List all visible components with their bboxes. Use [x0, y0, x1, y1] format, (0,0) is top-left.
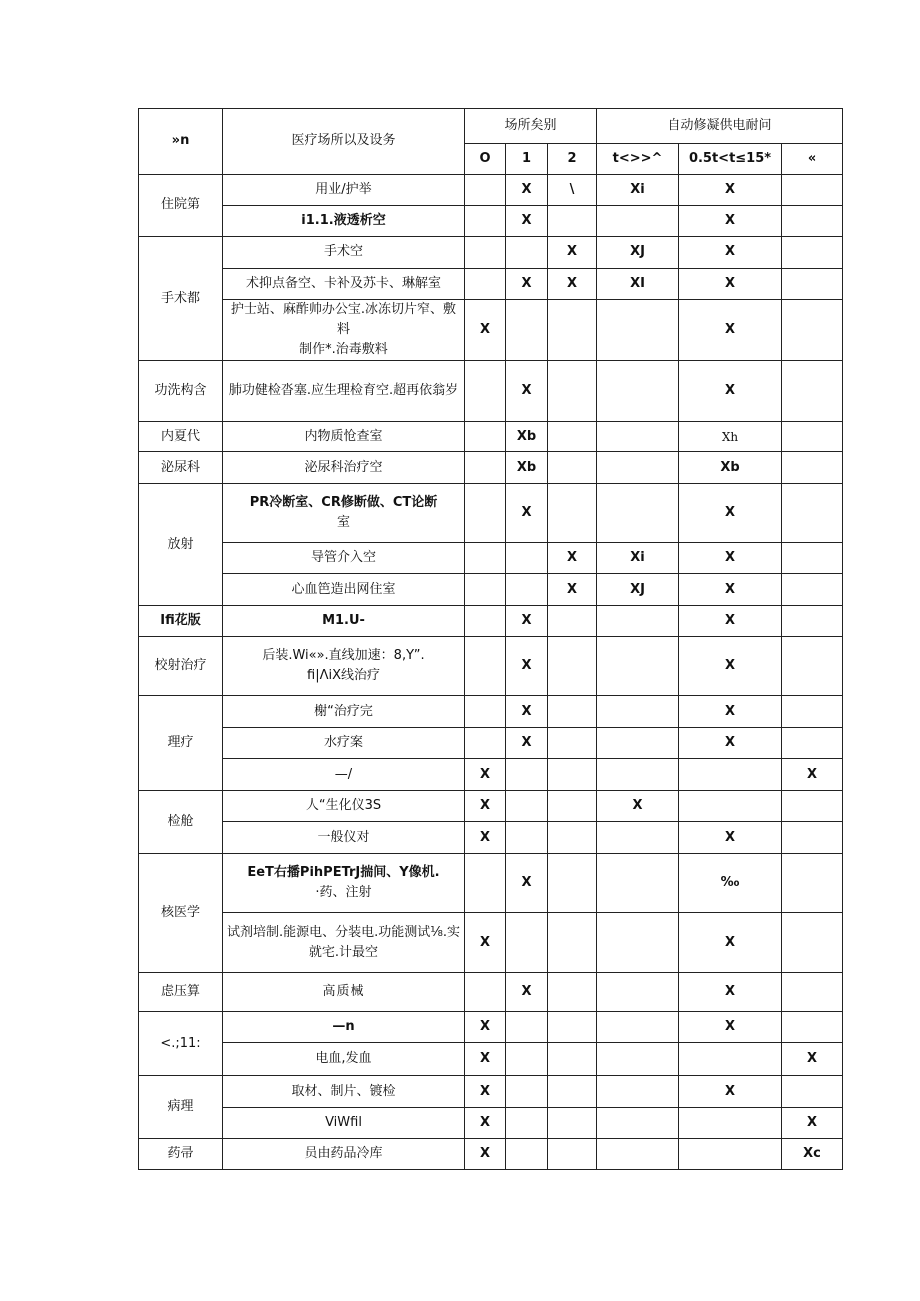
- mark-cell: [465, 361, 506, 422]
- mark-cell: [548, 422, 597, 452]
- mark-cell: [597, 728, 679, 759]
- item-cell: M1.U-: [223, 606, 465, 637]
- mark-cell: [506, 1108, 548, 1139]
- mark-cell: X: [679, 973, 782, 1012]
- mark-cell: [465, 854, 506, 913]
- dept-cell: 手术都: [139, 237, 223, 361]
- mark-cell: [597, 1012, 679, 1043]
- mark-cell: [782, 822, 843, 854]
- table-row: [139, 574, 843, 606]
- subheader-4: 0.5t<t≤15*: [679, 144, 782, 175]
- mark-cell: [548, 913, 597, 973]
- mark-cell: [548, 1139, 597, 1170]
- mark-cell: [548, 300, 597, 361]
- item-cell: 电血,发血: [223, 1043, 465, 1076]
- table-row: [139, 237, 843, 269]
- mark-cell: X: [465, 759, 506, 791]
- mark-cell: X: [465, 1012, 506, 1043]
- mark-cell: X: [679, 728, 782, 759]
- item-cell: 内物质怆查室: [223, 422, 465, 452]
- mark-cell: [506, 1012, 548, 1043]
- mark-cell: X: [465, 1076, 506, 1108]
- table-row: [139, 1108, 843, 1139]
- mark-cell: [548, 1076, 597, 1108]
- mark-cell: [782, 574, 843, 606]
- dept-cell: 药帚: [139, 1139, 223, 1170]
- dept-cell: 病理: [139, 1076, 223, 1139]
- mark-cell: [597, 484, 679, 543]
- medical-power-table: [138, 108, 843, 1170]
- mark-cell: X: [465, 1043, 506, 1076]
- mark-cell: [465, 237, 506, 269]
- mark-cell: [506, 543, 548, 574]
- mark-cell: X: [679, 637, 782, 696]
- table-row: [139, 606, 843, 637]
- mark-cell: [782, 1012, 843, 1043]
- mark-cell: X: [506, 269, 548, 300]
- mark-cell: X: [679, 696, 782, 728]
- item-cell: i1.1.液透析空: [223, 206, 465, 237]
- mark-cell: [782, 543, 843, 574]
- mark-cell: [506, 574, 548, 606]
- mark-cell: X: [782, 759, 843, 791]
- subheader-2: 2: [548, 144, 597, 175]
- mark-cell: X: [465, 791, 506, 822]
- mark-cell: [597, 973, 679, 1012]
- table-row: [139, 422, 843, 452]
- mark-cell: [506, 300, 548, 361]
- item-cell: 榭“治疗完: [223, 696, 465, 728]
- mark-cell: [548, 361, 597, 422]
- mark-cell: [465, 422, 506, 452]
- subheader-0: O: [465, 144, 506, 175]
- table-row: [139, 300, 843, 361]
- mark-cell: [465, 452, 506, 484]
- mark-cell: [597, 206, 679, 237]
- mark-cell: [782, 422, 843, 452]
- mark-cell: [506, 1076, 548, 1108]
- mark-cell: XJ: [597, 237, 679, 269]
- mark-cell: Xb: [506, 452, 548, 484]
- mark-cell: [597, 452, 679, 484]
- mark-cell: [506, 913, 548, 973]
- item-cell: 导管介入空: [223, 543, 465, 574]
- mark-cell: X: [782, 1043, 843, 1076]
- dept-cell: 住院第: [139, 175, 223, 237]
- item-cell: [223, 484, 465, 543]
- dept-cell: Ifi花版: [139, 606, 223, 637]
- mark-cell: [548, 1012, 597, 1043]
- mark-cell: X: [465, 1139, 506, 1170]
- item-line: 试剂培制.能源电、分装电.功能测试⅛.实: [227, 924, 460, 940]
- mark-cell: [597, 913, 679, 973]
- mark-cell: [679, 759, 782, 791]
- mark-cell: [782, 637, 843, 696]
- mark-cell: [782, 696, 843, 728]
- mark-cell: X: [679, 269, 782, 300]
- mark-cell: [679, 1139, 782, 1170]
- item-cell: 水疗案: [223, 728, 465, 759]
- item-line: ·药、注射: [315, 885, 372, 901]
- mark-cell: [679, 1108, 782, 1139]
- mark-cell: [597, 822, 679, 854]
- mark-cell: Xb: [506, 422, 548, 452]
- item-cell: 员由药品冷库: [223, 1139, 465, 1170]
- item-cell: 人“生化仪3S: [223, 791, 465, 822]
- dept-cell: 泌尿科: [139, 452, 223, 484]
- header-col0: »n: [139, 109, 223, 175]
- mark-cell: X: [465, 822, 506, 854]
- mark-cell: X: [506, 206, 548, 237]
- item-line: EeT右播PihPETrJ揣间、Y像机.: [247, 865, 440, 881]
- mark-cell: \: [548, 175, 597, 206]
- table-row: [139, 728, 843, 759]
- table-row: [139, 1043, 843, 1076]
- mark-cell: [548, 696, 597, 728]
- mark-cell: X: [679, 574, 782, 606]
- mark-cell: X: [506, 696, 548, 728]
- mark-cell: X: [679, 606, 782, 637]
- mark-cell: [597, 606, 679, 637]
- mark-cell: XJ: [597, 574, 679, 606]
- table-row: [139, 854, 843, 913]
- mark-cell: X: [679, 361, 782, 422]
- mark-cell: [465, 606, 506, 637]
- item-cell: 手术空: [223, 237, 465, 269]
- mark-cell: [597, 422, 679, 452]
- mark-cell: [548, 206, 597, 237]
- item-cell: 用业/护举: [223, 175, 465, 206]
- mark-cell: [465, 269, 506, 300]
- item-line: 室: [336, 515, 350, 531]
- mark-cell: [548, 484, 597, 543]
- dept-cell: <.;11:: [139, 1012, 223, 1076]
- table-row: [139, 791, 843, 822]
- mark-cell: [465, 175, 506, 206]
- mark-cell: [548, 973, 597, 1012]
- item-cell: —n: [223, 1012, 465, 1043]
- mark-cell: Xh: [679, 422, 782, 452]
- dept-cell: 理疗: [139, 696, 223, 791]
- mark-cell: [506, 1043, 548, 1076]
- dept-cell: 校射治疗: [139, 637, 223, 696]
- mark-cell: [548, 606, 597, 637]
- mark-cell: X: [506, 361, 548, 422]
- item-cell: 高质械: [223, 973, 465, 1012]
- mark-cell: X: [679, 175, 782, 206]
- mark-cell: X: [679, 300, 782, 361]
- dept-cell: 虑压算: [139, 973, 223, 1012]
- mark-cell: [597, 759, 679, 791]
- mark-cell: [597, 854, 679, 913]
- mark-cell: [782, 269, 843, 300]
- mark-cell: X: [506, 484, 548, 543]
- mark-cell: [465, 543, 506, 574]
- mark-cell: X: [506, 728, 548, 759]
- mark-cell: [597, 1139, 679, 1170]
- item-cell: 泌尿科治疗空: [223, 452, 465, 484]
- dept-cell: 放射: [139, 484, 223, 606]
- table-row: [139, 361, 843, 422]
- mark-cell: [548, 452, 597, 484]
- mark-cell: [548, 1108, 597, 1139]
- mark-cell: X: [679, 822, 782, 854]
- table-row: [139, 759, 843, 791]
- mark-cell: X: [679, 237, 782, 269]
- table-row: [139, 973, 843, 1012]
- mark-cell: [782, 1076, 843, 1108]
- mark-cell: XI: [597, 269, 679, 300]
- table-row: [139, 484, 843, 543]
- mark-cell: [506, 791, 548, 822]
- mark-cell: [548, 728, 597, 759]
- dept-cell: 核医学: [139, 854, 223, 973]
- table-row: [139, 1076, 843, 1108]
- mark-cell: [548, 791, 597, 822]
- mark-cell: [506, 759, 548, 791]
- mark-cell: X: [548, 543, 597, 574]
- table-row: [139, 269, 843, 300]
- mark-cell: [782, 484, 843, 543]
- table-row: [139, 452, 843, 484]
- table-row: [139, 543, 843, 574]
- table-row: [139, 822, 843, 854]
- mark-cell: [465, 728, 506, 759]
- subheader-1: 1: [506, 144, 548, 175]
- mark-cell: X: [679, 484, 782, 543]
- subheader-3: t<>>^: [597, 144, 679, 175]
- mark-cell: X: [506, 606, 548, 637]
- item-line: fi|ΛiX线治疗: [307, 668, 380, 684]
- mark-cell: X: [679, 206, 782, 237]
- item-cell: [223, 913, 465, 973]
- mark-cell: X: [782, 1108, 843, 1139]
- mark-cell: [679, 791, 782, 822]
- mark-cell: [597, 1043, 679, 1076]
- item-cell: 术抑点备空、卡补及苏卡、琳解室: [223, 269, 465, 300]
- dept-cell: 内夏代: [139, 422, 223, 452]
- mark-cell: [506, 237, 548, 269]
- item-cell: —/: [223, 759, 465, 791]
- header-group-category: 场所矣别: [465, 109, 597, 144]
- mark-cell: [548, 637, 597, 696]
- mark-cell: [506, 1139, 548, 1170]
- mark-cell: [782, 206, 843, 237]
- item-line: 就宅.计最空: [308, 944, 379, 960]
- table-row: [139, 637, 843, 696]
- header-place-equipment: 医疗场所以及设务: [223, 109, 465, 175]
- mark-cell: [679, 1043, 782, 1076]
- mark-cell: Xi: [597, 175, 679, 206]
- mark-cell: [782, 791, 843, 822]
- item-cell: 肺功健检沓塞.应生理检育空.超再依翁岁: [223, 361, 465, 422]
- dept-cell: 检舱: [139, 791, 223, 854]
- mark-cell: Xc: [782, 1139, 843, 1170]
- mark-cell: X: [597, 791, 679, 822]
- mark-cell: [465, 696, 506, 728]
- mark-cell: [465, 206, 506, 237]
- mark-cell: X: [548, 237, 597, 269]
- item-cell: [223, 637, 465, 696]
- item-cell: 取材、制片、镀检: [223, 1076, 465, 1108]
- mark-cell: Xi: [597, 543, 679, 574]
- mark-cell: ‰: [679, 854, 782, 913]
- mark-cell: X: [465, 913, 506, 973]
- mark-cell: [465, 574, 506, 606]
- mark-cell: [782, 606, 843, 637]
- mark-cell: [782, 237, 843, 269]
- mark-cell: [782, 973, 843, 1012]
- mark-cell: X: [679, 543, 782, 574]
- subheader-5: «: [782, 144, 843, 175]
- mark-cell: [465, 484, 506, 543]
- mark-cell: [597, 361, 679, 422]
- mark-cell: [597, 1076, 679, 1108]
- item-cell: 一般仪对: [223, 822, 465, 854]
- mark-cell: [782, 300, 843, 361]
- item-line: 制作*.治毒敷料: [299, 342, 388, 358]
- mark-cell: [782, 854, 843, 913]
- mark-cell: [548, 822, 597, 854]
- item-cell: 心血笆造出网住室: [223, 574, 465, 606]
- mark-cell: [506, 822, 548, 854]
- mark-cell: [465, 973, 506, 1012]
- item-cell: [223, 300, 465, 361]
- mark-cell: X: [506, 854, 548, 913]
- table-row: [139, 175, 843, 206]
- table-row: [139, 1012, 843, 1043]
- item-line: 护士站、麻酢帅办公宝.冰冻切片窄、敷料: [230, 302, 457, 338]
- mark-cell: X: [506, 973, 548, 1012]
- mark-cell: [597, 1108, 679, 1139]
- item-line: 后装.Wi«».直线加速：8,Y”.: [262, 648, 425, 664]
- mark-cell: X: [679, 1012, 782, 1043]
- mark-cell: [782, 728, 843, 759]
- mark-cell: X: [506, 637, 548, 696]
- header-group-switch-time: 自动修凝供电耐问: [597, 109, 843, 144]
- table-row: [139, 1139, 843, 1170]
- mark-cell: [465, 637, 506, 696]
- mark-cell: X: [548, 574, 597, 606]
- mark-cell: Xb: [679, 452, 782, 484]
- mark-cell: [597, 637, 679, 696]
- mark-cell: [597, 696, 679, 728]
- mark-cell: X: [465, 300, 506, 361]
- item-line: PR冷断室、CR修断做、CT论断: [249, 495, 438, 511]
- mark-cell: [548, 1043, 597, 1076]
- mark-cell: [548, 854, 597, 913]
- mark-cell: [548, 759, 597, 791]
- item-cell: ViWfil: [223, 1108, 465, 1139]
- table-row: [139, 206, 843, 237]
- mark-cell: [782, 361, 843, 422]
- mark-cell: [782, 913, 843, 973]
- table-row: [139, 913, 843, 973]
- mark-cell: [597, 300, 679, 361]
- mark-cell: X: [548, 269, 597, 300]
- mark-cell: X: [465, 1108, 506, 1139]
- table-row: [139, 696, 843, 728]
- mark-cell: X: [679, 913, 782, 973]
- dept-cell: 功洗构含: [139, 361, 223, 422]
- mark-cell: X: [679, 1076, 782, 1108]
- item-cell: [223, 854, 465, 913]
- mark-cell: [782, 175, 843, 206]
- mark-cell: [782, 452, 843, 484]
- mark-cell: X: [506, 175, 548, 206]
